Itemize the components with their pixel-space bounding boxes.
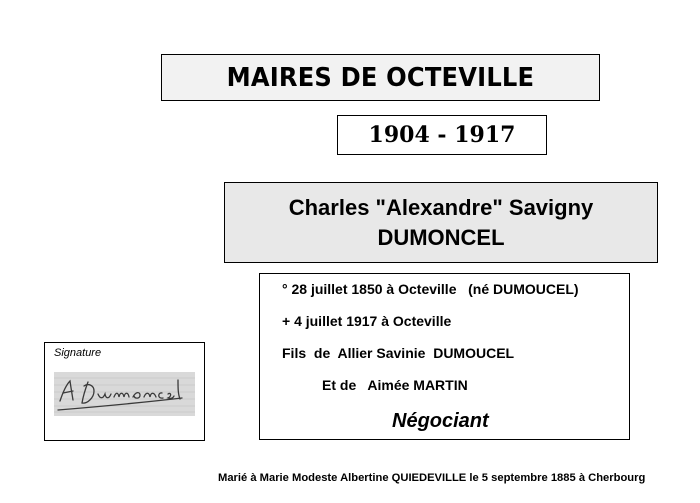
biography-box xyxy=(259,273,630,440)
father-line: Fils de Allier Savinie DUMOUCEL xyxy=(282,345,515,361)
death-line: + 4 juillet 1917 à Octeville xyxy=(282,313,452,329)
birth-line: ° 28 juillet 1850 à Octeville (né DUMOUCEL) xyxy=(282,281,579,297)
mother-line: Et de Aimée MARTIN xyxy=(322,377,468,393)
page-title: MAIRES DE OCTEVILLE xyxy=(226,62,535,93)
name-first: Charles "Alexandre" Savigny xyxy=(288,194,594,220)
occupation: Négociant xyxy=(392,410,489,432)
signature-box xyxy=(44,342,205,441)
term-box xyxy=(337,115,547,155)
signature-image xyxy=(54,372,195,416)
term-years: 1904 - 1917 xyxy=(368,122,516,148)
marriage-note: Marié à Marie Modeste Albertine QUIEDEVILLE le 5 septembre 1885 à Cherbourg xyxy=(218,472,646,484)
name-surname: DUMONCEL xyxy=(377,224,505,250)
name-box xyxy=(224,182,658,263)
signature-label: Signature xyxy=(54,347,102,359)
title-box xyxy=(161,54,600,101)
